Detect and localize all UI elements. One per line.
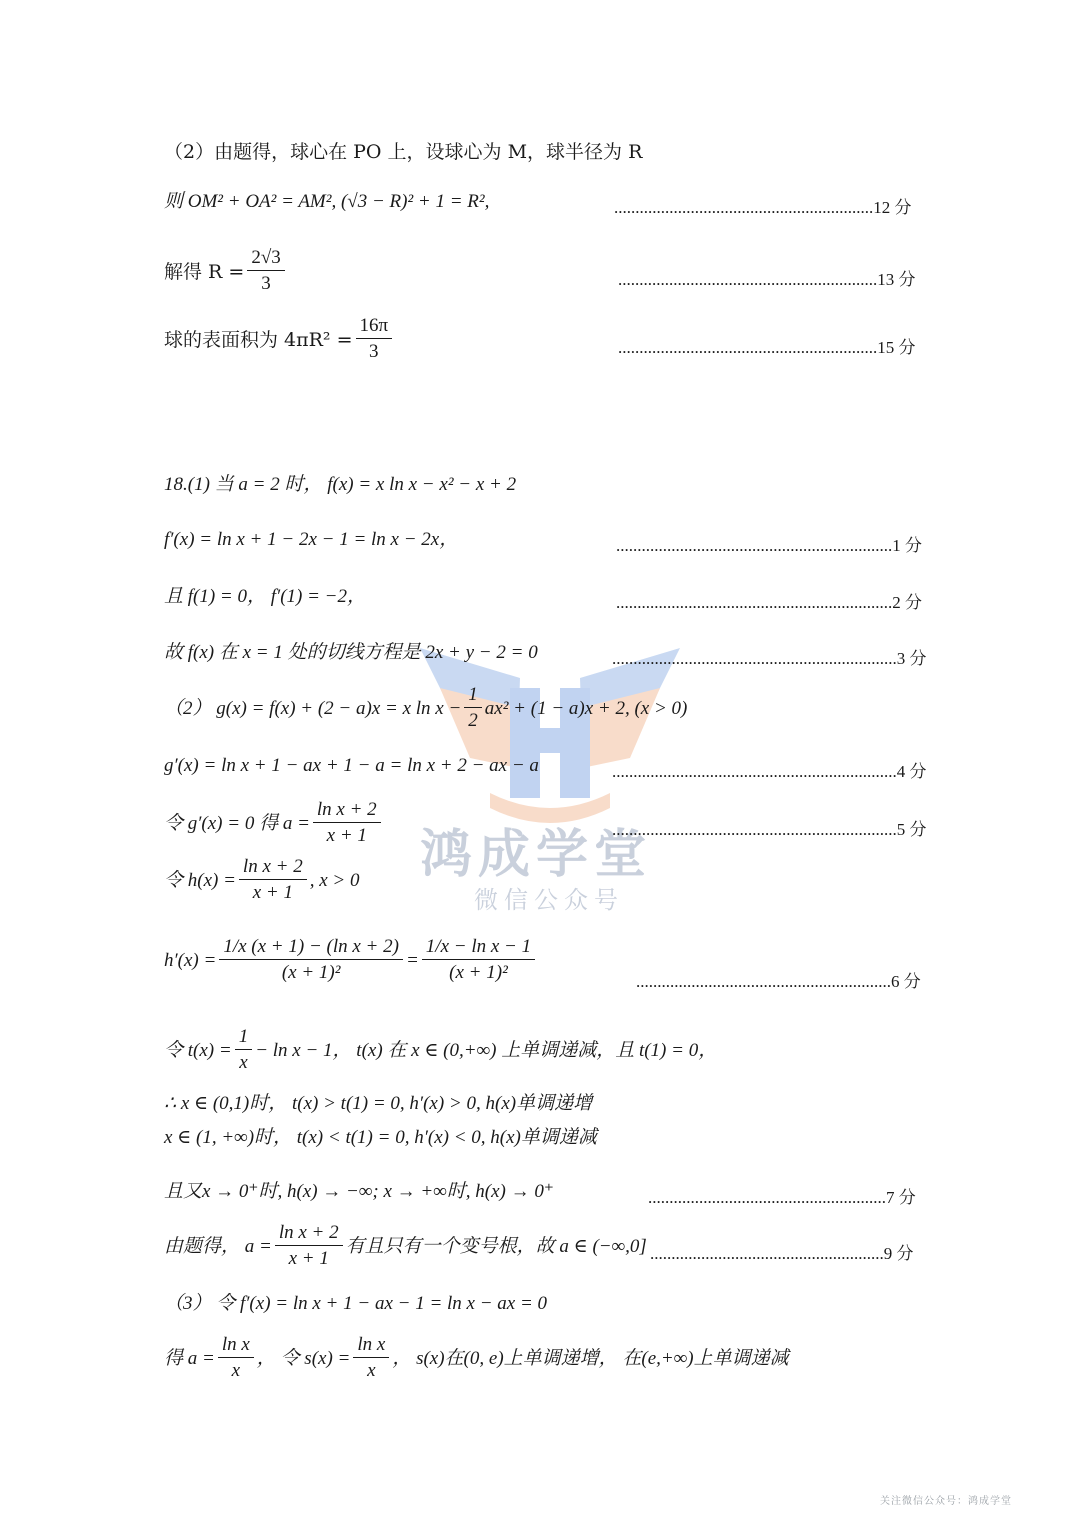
solve-den: 3 xyxy=(261,273,271,294)
p2-l1-fraction xyxy=(464,683,482,734)
prev-part2-intro: （2）由题得，球心在 PO 上，设球心为 M，球半径为 R xyxy=(164,141,643,163)
p2-l5-fraction1 xyxy=(219,935,403,986)
p2-l6-num: 1 xyxy=(235,1025,253,1050)
q18-p1-l2: f′(x) = ln x + 1 − 2x − 1 = ln x − 2x， xyxy=(164,529,459,550)
area-fraction xyxy=(356,314,393,365)
area-prefix: 球的表面积为 4πR² = xyxy=(164,328,353,351)
prev-solve xyxy=(164,246,288,297)
p2-l5-num2: 1/x − ln x − 1 xyxy=(422,935,535,960)
p2-l3-den: x + 1 xyxy=(326,825,367,846)
prev-area xyxy=(164,314,395,365)
p2-l4-den: x + 1 xyxy=(252,882,293,903)
q18-p2-l1 xyxy=(164,683,687,734)
q18-p2-l4 xyxy=(164,855,359,906)
q18-p2-l3 xyxy=(164,798,384,849)
p2-l6-den: x xyxy=(239,1052,248,1073)
score-6: ............................................................6 分 xyxy=(636,972,921,991)
q18-p3-l2 xyxy=(164,1333,789,1384)
p3-l2-den2: x xyxy=(367,1360,376,1381)
score-3: ...................................................................3 分 xyxy=(612,649,927,668)
p2-l6-fraction xyxy=(235,1025,253,1076)
q18-p1-l1: 18.(1) 当 a = 2 时， f(x) = x ln x − x² − x + 2 xyxy=(164,474,517,495)
p2-l1-num: 1 xyxy=(464,683,482,708)
footer-note: 关注微信公众号：鸿成学堂 xyxy=(880,1496,1012,1507)
q18-p2-l2: g′(x) = ln x + 1 − ax + 1 − a = ln x + 2 − ax − a xyxy=(164,755,539,776)
solve-fraction xyxy=(247,246,284,297)
score-1: .................................................................1 分 xyxy=(616,536,922,555)
score-2: .................................................................2 分 xyxy=(616,593,922,612)
p2-l5-den2: (x + 1)² xyxy=(449,962,508,983)
p2-l3-num: ln x + 2 xyxy=(313,798,381,823)
q18-p2-l9: 且又x → 0⁺时, h(x) → −∞; x → +∞时, h(x) → 0⁺ xyxy=(164,1181,554,1202)
p2-l10-num: ln x + 2 xyxy=(275,1221,343,1246)
score-7: ........................................................7 分 xyxy=(648,1188,916,1207)
p2-l5-eq: = xyxy=(405,949,419,971)
q18-p1-l3: 且 f(1) = 0， f′(1) = −2， xyxy=(164,586,366,607)
p2-l3-a: 令 g′(x) = 0 得 a = xyxy=(164,812,310,834)
p2-l6-b: − ln x − 1， t(x) 在 x ∈ (0,+∞) 上单调递减，且 t(1) = 0， xyxy=(255,1039,718,1061)
p3-l2-fraction1 xyxy=(218,1333,254,1384)
p2-l10-a: 由题得， a = xyxy=(164,1235,272,1257)
p2-l10-b: 有且只有一个变号根，故 a ∈ (−∞,0] xyxy=(345,1235,647,1257)
p3-l2-b: ， 令 s(x) = xyxy=(256,1347,351,1369)
q18-p2-l6 xyxy=(164,1025,717,1076)
p2-l1-den: 2 xyxy=(468,710,478,731)
watermark-title: 鸿成学堂 xyxy=(420,824,653,885)
solve-prefix: 解得 R = xyxy=(164,260,245,283)
p2-l10-den: x + 1 xyxy=(288,1248,329,1269)
p3-l2-den: x xyxy=(231,1360,241,1381)
q18-p2-l8: x ∈ (1, +∞)时， t(x) < t(1) = 0, h′(x) < 0, h(x)单调递减 xyxy=(164,1127,597,1148)
score-9: .......................................................9 分 xyxy=(650,1244,914,1263)
score-13: .............................................................13 分 xyxy=(618,270,916,289)
score-15: .............................................................15 分 xyxy=(618,338,916,357)
p2-l3-fraction xyxy=(313,798,381,849)
q18-p3-l1: （3） 令 f′(x) = ln x + 1 − ax − 1 = ln x − ax = 0 xyxy=(164,1293,548,1314)
p2-l10-fraction xyxy=(275,1221,343,1272)
watermark-subtitle: 微信公众号 xyxy=(474,886,624,914)
q18-p1-l4: 故 f(x) 在 x = 1 处的切线方程是 2x + y − 2 = 0 xyxy=(164,642,538,663)
p2-l4-fraction xyxy=(239,855,307,906)
p2-l5-fraction2 xyxy=(422,935,535,986)
p3-l2-fraction2 xyxy=(353,1333,389,1384)
p2-l5-a: h′(x) = xyxy=(164,949,217,971)
p3-l2-c: ， s(x)在(0, e)上单调递增， 在(e,+∞)上单调递减 xyxy=(392,1347,789,1369)
p3-l2-num: ln x xyxy=(218,1333,254,1358)
score-4: ...................................................................4 分 xyxy=(612,762,927,781)
area-num: 16π xyxy=(356,314,393,339)
q18-p2-l7: ∴ x ∈ (0,1)时， t(x) > t(1) = 0, h′(x) > 0, h(x)单调递增 xyxy=(164,1093,593,1114)
p2-l4-b: , x > 0 xyxy=(309,869,360,891)
p2-l1-a: （2） g(x) = f(x) + (2 − a)x = x ln x − xyxy=(164,697,462,719)
area-den: 3 xyxy=(369,341,379,362)
p2-l1-b: ax² + (1 − a)x + 2, (x > 0) xyxy=(484,697,688,719)
p2-l6-a: 令 t(x) = xyxy=(164,1039,232,1061)
p2-l5-num1: 1/x (x + 1) − (ln x + 2) xyxy=(219,935,403,960)
score-5: ...................................................................5 分 xyxy=(612,820,927,839)
p2-l4-num: ln x + 2 xyxy=(239,855,307,880)
prev-eq1: 则 OM² + OA² = AM², (√3 − R)² + 1 = R², xyxy=(164,191,490,212)
p2-l4-a: 令 h(x) = xyxy=(164,869,236,891)
score-12: .............................................................12 分 xyxy=(614,198,912,217)
q18-p2-l10 xyxy=(164,1221,647,1272)
p3-l2-a: 得 a = xyxy=(164,1347,215,1369)
solve-num: 2√3 xyxy=(247,246,284,271)
p2-l5-den1: (x + 1)² xyxy=(281,962,341,983)
q18-p2-l5 xyxy=(164,935,538,986)
p3-l2-num2: ln x xyxy=(353,1333,389,1358)
